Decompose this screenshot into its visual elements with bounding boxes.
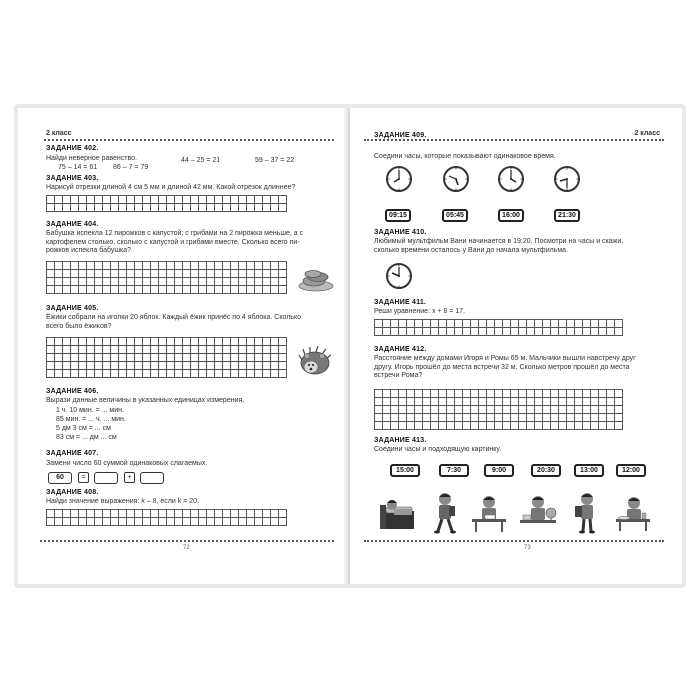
digital-clock-1: 09:15 xyxy=(385,209,411,222)
task-408-title: ЗАДАНИЕ 408. xyxy=(46,489,99,496)
task-406-line4: 83 см = ... дм ... см xyxy=(56,434,117,441)
clock-face-icon xyxy=(498,166,524,192)
digital-clock-413-3: 9:00 xyxy=(484,464,514,477)
task-405-title: ЗАДАНИЕ 405. xyxy=(46,305,99,312)
task-413-text: Соедини часы и подходящую картинку. xyxy=(374,446,502,453)
digital-clock-413-5: 13:00 xyxy=(574,464,604,477)
hedgehog-icon xyxy=(298,346,332,376)
task-412-line1: Расстояние между домами Игоря и Ромы 65 м. Мальчики вышли навстречу друг xyxy=(374,355,636,362)
workbook-spread xyxy=(18,108,682,584)
task-402-eq4: 59 – 37 = 22 xyxy=(255,157,295,164)
task-404-line1: Бабушка испекла 12 пирожков с капустой; с грибами на 2 пирожка меньше, а с xyxy=(46,230,304,237)
analog-clock-3 xyxy=(498,166,524,192)
grade-label: 2 класс xyxy=(634,130,660,137)
task-402-eq2: 86 – 7 = 79 xyxy=(113,164,149,171)
pies-plate-icon xyxy=(298,268,334,292)
right-page xyxy=(350,108,682,584)
task-407-text: Замени число 60 суммой одинаковых слагаемых. xyxy=(46,460,208,467)
digital-clock-3: 16:00 xyxy=(498,209,524,222)
bottom-divider xyxy=(40,540,334,542)
task-406-line2: 85 мин. = ... ч. ... мин. xyxy=(56,416,126,423)
plus-box: + xyxy=(124,472,135,483)
task-402-eq1: 75 – 14 = 61 xyxy=(58,164,98,171)
clock-face-icon xyxy=(443,166,469,192)
task-408-text: Найди значение выражения: k – 8, если k = 20. xyxy=(46,498,199,505)
task-403-text: Нарисуй отрезки длиной 4 см 5 мм и длиной 42 мм. Какой отрезок длиннее? xyxy=(46,184,296,191)
task-412-title: ЗАДАНИЕ 412. xyxy=(374,346,427,353)
digital-clock-413-4: 20:30 xyxy=(531,464,561,477)
answer-grid-411[interactable] xyxy=(374,319,623,336)
task-406-line1: 1 ч. 10 мин. = ... мин. xyxy=(56,407,124,414)
task-409-title: ЗАДАНИЕ 409. xyxy=(374,132,427,139)
addend-box-1[interactable] xyxy=(94,472,118,484)
page-number: 73 xyxy=(524,545,531,551)
answer-grid-403[interactable] xyxy=(46,195,287,212)
boy-eating-icon xyxy=(612,494,652,532)
clock-face-icon xyxy=(386,166,412,192)
top-divider xyxy=(364,139,664,141)
task-402-title: ЗАДАНИЕ 402. xyxy=(46,145,99,152)
task-403-title: ЗАДАНИЕ 403. xyxy=(46,175,99,182)
task-404-title: ЗАДАНИЕ 404. xyxy=(46,221,99,228)
answer-grid-405[interactable] xyxy=(46,337,287,378)
digital-clock-4: 21:30 xyxy=(554,209,580,222)
equals-box: = xyxy=(78,472,89,483)
boy-sleeping-icon xyxy=(378,493,418,533)
addend-box-2[interactable] xyxy=(140,472,164,484)
digital-clock-2: 05:45 xyxy=(442,209,468,222)
task-411-title: ЗАДАНИЕ 411. xyxy=(374,299,427,306)
task-407-title: ЗАДАНИЕ 407. xyxy=(46,450,99,457)
task-406-title: ЗАДАНИЕ 406. xyxy=(46,388,99,395)
digital-clock-413-1: 15:00 xyxy=(390,464,420,477)
task-402-eq3: 44 – 25 = 21 xyxy=(181,157,221,164)
answer-grid-404[interactable] xyxy=(46,261,287,294)
analog-clock-2 xyxy=(443,166,469,192)
task-409-text: Соедини часы, которые показывают одинаковое время. xyxy=(374,153,556,160)
analog-clock-4 xyxy=(554,166,580,192)
task-411-text: Реши уравнение: x + 8 = 17. xyxy=(374,308,466,315)
boy-with-globe-icon xyxy=(518,493,558,533)
task-410-title: ЗАДАНИЕ 410. xyxy=(374,229,427,236)
top-divider xyxy=(44,139,334,141)
analog-clock-410 xyxy=(386,263,412,289)
task-406-text: Вырази данные величины в указанных единицах измерения. xyxy=(46,397,245,404)
answer-grid-412[interactable] xyxy=(374,389,623,430)
task-404-line3: рожков испекла бабушка? xyxy=(46,247,131,254)
analog-clock-1 xyxy=(386,166,412,192)
number-box-60: 60 xyxy=(48,472,72,484)
grade-label: 2 класс xyxy=(46,130,72,137)
task-410-line2: сколько времени осталось у Вани до начала мультфильма. xyxy=(374,246,568,254)
boy-walking-icon xyxy=(428,491,462,535)
clock-face-icon xyxy=(386,263,412,289)
task-412-line3: встречи Рома? xyxy=(374,372,423,379)
task-405-line1: Ёжики собрали на иголки 20 яблок. Каждый ёжик принёс по 4 яблока. Сколько xyxy=(46,314,301,321)
bottom-divider xyxy=(364,540,664,542)
task-412-line2: другу. Игорь прошёл до места встречи 32 м. Сколько метров прошёл до места xyxy=(374,363,630,371)
task-402-text: Найди неверное равенство. xyxy=(46,155,137,162)
answer-grid-408[interactable] xyxy=(46,509,287,526)
left-page xyxy=(18,108,348,584)
task-406-line3: 5 дм 3 см = ... см xyxy=(56,425,111,432)
task-405-line2: всего было ёжиков? xyxy=(46,322,112,330)
boy-at-desk-icon xyxy=(470,493,508,533)
boy-with-backpack-icon xyxy=(570,491,604,535)
task-404-line2: картофелем столько, сколько с капустой и грибами вместе. Сколько всего пи- xyxy=(46,238,300,246)
digital-clock-413-2: 7:30 xyxy=(439,464,469,477)
task-413-title: ЗАДАНИЕ 413. xyxy=(374,437,427,444)
clock-face-icon xyxy=(554,166,580,192)
page-number: 72 xyxy=(183,545,190,551)
digital-clock-413-6: 12:00 xyxy=(616,464,646,477)
task-410-line1: Любимый мультфильм Вани начинается в 19:20. Посмотри на часы и скажи, xyxy=(374,238,624,245)
